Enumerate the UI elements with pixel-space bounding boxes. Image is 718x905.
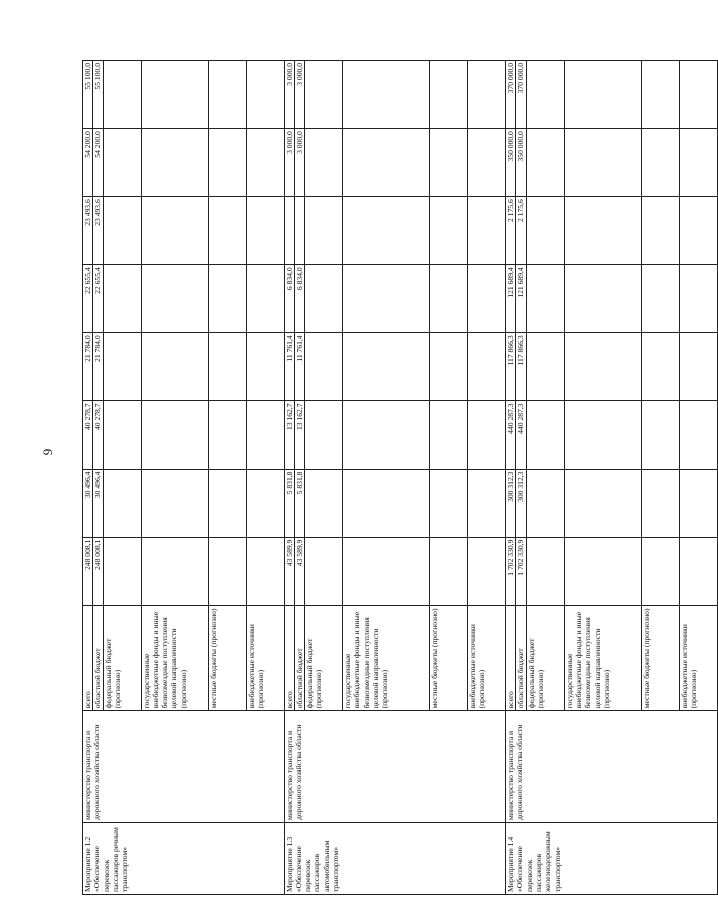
amount-cell: 55 100,0 bbox=[83, 61, 93, 129]
amount-cell: 3 000,0 bbox=[294, 129, 304, 197]
amount-cell bbox=[468, 537, 506, 605]
amount-cell: 370 000,0 bbox=[516, 61, 526, 129]
amount-cell bbox=[141, 333, 208, 401]
amount-cell bbox=[141, 61, 208, 129]
amount-cell: 54 200,0 bbox=[83, 129, 93, 197]
table-row bbox=[506, 61, 516, 895]
amount-cell bbox=[103, 197, 141, 265]
amount-cell bbox=[208, 333, 246, 401]
amount-cell: 3 000,0 bbox=[294, 61, 304, 129]
amount-cell bbox=[641, 61, 679, 129]
amount-cell bbox=[468, 469, 506, 537]
amount-cell bbox=[305, 197, 343, 265]
amount-cell bbox=[564, 129, 641, 197]
amount-cell bbox=[641, 401, 679, 469]
amount-cell: 1 702 330,9 bbox=[516, 537, 526, 605]
amount-cell bbox=[641, 265, 679, 333]
amount-cell bbox=[208, 129, 246, 197]
amount-cell bbox=[141, 537, 208, 605]
funding-table-body bbox=[83, 61, 718, 895]
amount-cell bbox=[526, 265, 564, 333]
amount-cell: 350 000,0 bbox=[506, 129, 516, 197]
amount-cell bbox=[430, 401, 468, 469]
amount-cell bbox=[246, 401, 284, 469]
amount-cell: 5 831,8 bbox=[284, 469, 294, 537]
amount-cell: 370 000,0 bbox=[506, 61, 516, 129]
amount-cell bbox=[246, 537, 284, 605]
amount-cell bbox=[430, 333, 468, 401]
amount-cell bbox=[208, 469, 246, 537]
amount-cell bbox=[679, 129, 717, 197]
amount-cell bbox=[564, 469, 641, 537]
amount-cell: 43 589,9 bbox=[284, 537, 294, 605]
amount-cell bbox=[343, 401, 430, 469]
amount-cell: 121 689,4 bbox=[506, 265, 516, 333]
amount-cell bbox=[468, 333, 506, 401]
funding-table bbox=[82, 60, 718, 895]
amount-cell bbox=[103, 129, 141, 197]
amount-cell bbox=[208, 265, 246, 333]
amount-cell: 23 493,6 bbox=[83, 197, 93, 265]
amount-cell bbox=[343, 129, 430, 197]
amount-cell bbox=[679, 197, 717, 265]
amount-cell: 22 655,4 bbox=[93, 265, 103, 333]
amount-cell: 13 162,7 bbox=[284, 401, 294, 469]
amount-cell bbox=[343, 197, 430, 265]
amount-cell: 3 000,0 bbox=[284, 61, 294, 129]
amount-cell bbox=[103, 401, 141, 469]
amount-cell: 2 175,6 bbox=[516, 197, 526, 265]
amount-cell bbox=[679, 333, 717, 401]
amount-cell bbox=[430, 129, 468, 197]
funding-source-label: областной бюджет bbox=[294, 605, 304, 711]
amount-cell bbox=[526, 401, 564, 469]
amount-cell bbox=[343, 61, 430, 129]
amount-cell: 300 312,3 bbox=[516, 469, 526, 537]
amount-cell: 248 008,1 bbox=[83, 537, 93, 605]
amount-cell bbox=[564, 537, 641, 605]
page-number: 9 bbox=[40, 448, 55, 456]
amount-cell bbox=[564, 401, 641, 469]
amount-cell bbox=[208, 401, 246, 469]
amount-cell: 1 702 330,9 bbox=[506, 537, 516, 605]
amount-cell bbox=[468, 129, 506, 197]
amount-cell bbox=[294, 197, 304, 265]
amount-cell bbox=[103, 469, 141, 537]
amount-cell bbox=[343, 537, 430, 605]
amount-cell bbox=[208, 537, 246, 605]
amount-cell: 23 493,6 bbox=[93, 197, 103, 265]
amount-cell bbox=[641, 197, 679, 265]
amount-cell bbox=[305, 129, 343, 197]
amount-cell: 440 287,3 bbox=[516, 401, 526, 469]
amount-cell bbox=[246, 469, 284, 537]
measure-executor: министерство транспорта и дорожного хозяйства области bbox=[284, 711, 506, 823]
funding-source-label: местные бюджеты (прогнозно) bbox=[641, 605, 679, 711]
funding-source-label: внебюджетные источники (прогнозно) bbox=[468, 605, 506, 711]
amount-cell bbox=[343, 469, 430, 537]
amount-cell bbox=[679, 537, 717, 605]
funding-source-label: всего bbox=[284, 605, 294, 711]
amount-cell: 43 589,9 bbox=[294, 537, 304, 605]
amount-cell bbox=[103, 61, 141, 129]
amount-cell bbox=[679, 401, 717, 469]
amount-cell bbox=[208, 197, 246, 265]
amount-cell: 3 000,0 bbox=[284, 129, 294, 197]
amount-cell bbox=[246, 61, 284, 129]
amount-cell: 6 834,0 bbox=[284, 265, 294, 333]
funding-source-label: государственные внебюджетные фонды и иные безвозмездные поступления целевой направленности (прогнозно) bbox=[343, 605, 430, 711]
amount-cell bbox=[246, 197, 284, 265]
funding-source-label: всего bbox=[506, 605, 516, 711]
amount-cell: 6 834,0 bbox=[294, 265, 304, 333]
amount-cell bbox=[103, 333, 141, 401]
amount-cell: 30 496,4 bbox=[93, 469, 103, 537]
amount-cell bbox=[526, 537, 564, 605]
amount-cell bbox=[679, 265, 717, 333]
amount-cell bbox=[305, 333, 343, 401]
amount-cell bbox=[246, 129, 284, 197]
amount-cell bbox=[679, 61, 717, 129]
amount-cell bbox=[564, 61, 641, 129]
amount-cell bbox=[564, 333, 641, 401]
rotated-table-container bbox=[82, 60, 699, 895]
amount-cell bbox=[468, 61, 506, 129]
amount-cell: 40 278,7 bbox=[93, 401, 103, 469]
funding-source-label: федеральный бюджет (прогнозно) bbox=[305, 605, 343, 711]
amount-cell: 55 100,0 bbox=[93, 61, 103, 129]
amount-cell bbox=[208, 61, 246, 129]
amount-cell: 5 831,8 bbox=[294, 469, 304, 537]
funding-source-label: внебюджетные источники (прогнозно) bbox=[246, 605, 284, 711]
amount-cell bbox=[526, 129, 564, 197]
funding-source-label: федеральный бюджет (прогнозно) bbox=[103, 605, 141, 711]
amount-cell: 13 162,7 bbox=[294, 401, 304, 469]
amount-cell bbox=[526, 61, 564, 129]
amount-cell bbox=[564, 197, 641, 265]
amount-cell bbox=[526, 469, 564, 537]
amount-cell: 117 866,3 bbox=[516, 333, 526, 401]
amount-cell bbox=[641, 129, 679, 197]
funding-source-label: областной бюджет bbox=[516, 605, 526, 711]
funding-source-label: всего bbox=[83, 605, 93, 711]
amount-cell bbox=[305, 537, 343, 605]
amount-cell bbox=[430, 197, 468, 265]
amount-cell bbox=[141, 265, 208, 333]
amount-cell bbox=[246, 265, 284, 333]
table-row bbox=[284, 61, 294, 895]
amount-cell bbox=[526, 333, 564, 401]
amount-cell bbox=[526, 197, 564, 265]
amount-cell: 440 287,3 bbox=[506, 401, 516, 469]
amount-cell bbox=[343, 265, 430, 333]
amount-cell: 30 496,4 bbox=[83, 469, 93, 537]
amount-cell: 21 784,0 bbox=[83, 333, 93, 401]
amount-cell bbox=[430, 61, 468, 129]
amount-cell bbox=[305, 265, 343, 333]
amount-cell: 40 278,7 bbox=[83, 401, 93, 469]
amount-cell bbox=[564, 265, 641, 333]
measure-name: Мероприятие 1.3 «Обеспечение перевозок пассажиров автомобильным транспортом» bbox=[284, 822, 506, 894]
amount-cell bbox=[141, 469, 208, 537]
amount-cell bbox=[305, 401, 343, 469]
amount-cell: 22 655,4 bbox=[83, 265, 93, 333]
measure-name: Мероприятие 1.2 «Обеспечение перевозок пассажиров речным транспортом» bbox=[83, 822, 285, 894]
funding-source-label: внебюджетные источники (прогнозно) bbox=[679, 605, 717, 711]
amount-cell: 11 761,4 bbox=[294, 333, 304, 401]
amount-cell: 121 689,4 bbox=[516, 265, 526, 333]
amount-cell bbox=[305, 61, 343, 129]
amount-cell bbox=[305, 469, 343, 537]
amount-cell: 248 008,1 bbox=[93, 537, 103, 605]
amount-cell bbox=[284, 197, 294, 265]
amount-cell: 300 312,3 bbox=[506, 469, 516, 537]
amount-cell bbox=[430, 469, 468, 537]
measure-executor: министерство транспорта и дорожного хозяйства области bbox=[83, 711, 285, 823]
amount-cell bbox=[641, 469, 679, 537]
amount-cell bbox=[468, 265, 506, 333]
funding-source-label: областной бюджет bbox=[93, 605, 103, 711]
amount-cell bbox=[141, 129, 208, 197]
funding-source-label: местные бюджеты (прогнозно) bbox=[430, 605, 468, 711]
amount-cell bbox=[141, 197, 208, 265]
amount-cell: 2 175,6 bbox=[506, 197, 516, 265]
amount-cell bbox=[468, 197, 506, 265]
funding-source-label: государственные внебюджетные фонды и иные безвозмездные поступления целевой направленности (прогнозно) bbox=[141, 605, 208, 711]
amount-cell bbox=[430, 537, 468, 605]
amount-cell bbox=[641, 537, 679, 605]
amount-cell bbox=[141, 401, 208, 469]
amount-cell bbox=[246, 333, 284, 401]
funding-source-label: государственные внебюджетные фонды и иные безвозмездные поступления целевой направленности (прогнозно) bbox=[564, 605, 641, 711]
amount-cell: 11 761,4 bbox=[284, 333, 294, 401]
amount-cell bbox=[641, 333, 679, 401]
amount-cell bbox=[103, 537, 141, 605]
amount-cell bbox=[679, 469, 717, 537]
amount-cell: 21 784,0 bbox=[93, 333, 103, 401]
table-row bbox=[83, 61, 93, 895]
funding-source-label: местные бюджеты (прогнозно) bbox=[208, 605, 246, 711]
amount-cell: 54 200,0 bbox=[93, 129, 103, 197]
measure-executor: министерство транспорта и дорожного хозяйства области bbox=[506, 711, 718, 823]
measure-name: Мероприятие 1.4 «Обеспечение перевозок пассажиров железнодорожным транспортом» bbox=[506, 822, 718, 894]
amount-cell bbox=[103, 265, 141, 333]
funding-source-label: федеральный бюджет (прогнозно) bbox=[526, 605, 564, 711]
amount-cell bbox=[343, 333, 430, 401]
amount-cell: 117 866,3 bbox=[506, 333, 516, 401]
amount-cell bbox=[430, 265, 468, 333]
amount-cell bbox=[468, 401, 506, 469]
amount-cell: 350 000,0 bbox=[516, 129, 526, 197]
